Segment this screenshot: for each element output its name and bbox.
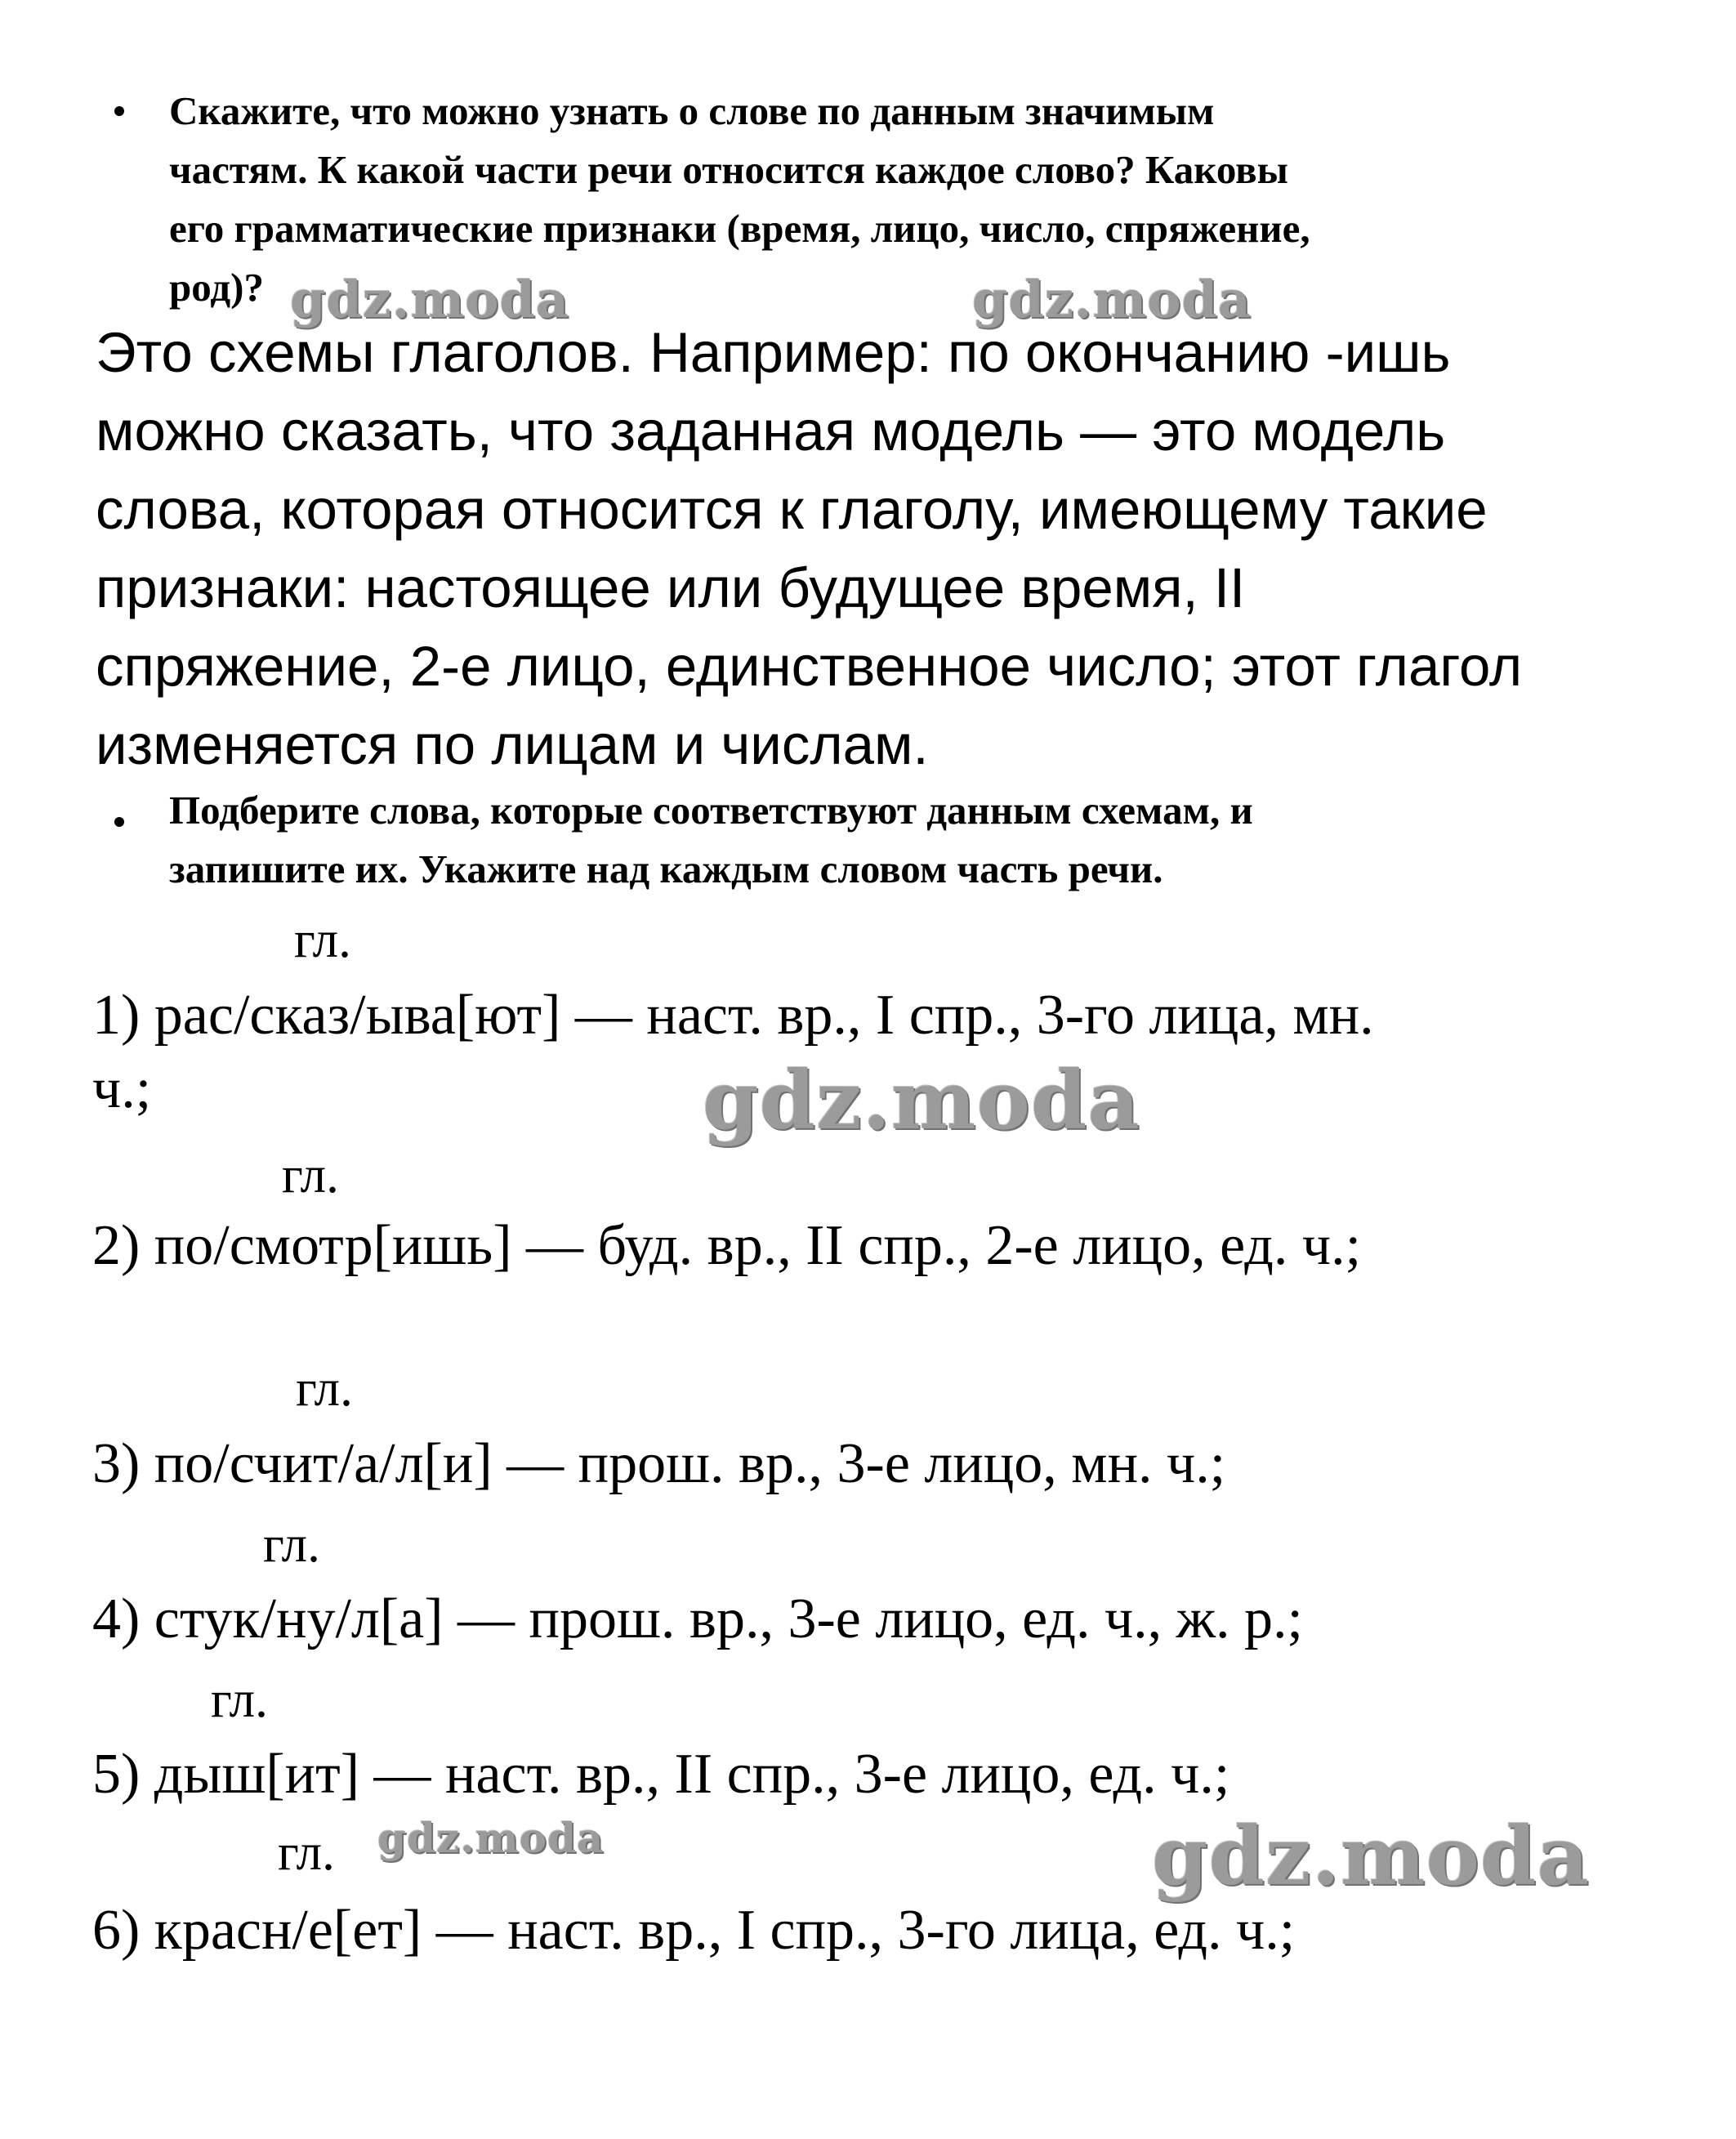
part-of-speech-label: гл. [278, 1824, 335, 1881]
bullet-icon [114, 106, 124, 116]
list-item: 5) дыш[ит] — наст. вр., II спр., 3-е лицо, ед. ч.; [92, 1743, 1230, 1806]
question-2: Подберите слова, которые соответствуют данным схемам, и запишите их. Укажите над каждым словом часть речи. [169, 788, 1253, 891]
watermark: gdz.moda [377, 1814, 605, 1862]
part-of-speech-label: гл. [211, 1671, 268, 1728]
answer-1: Это схемы глаголов. Например: по окончанию -ишь можно сказать, что заданная модель — это модель слова, которая относится к глаголу, имеющему такие признаки: настоящее или будущее время, II спряжение, 2-е лицо, единственное число; этот глагол изменяется по лицам и числам. [96, 321, 1523, 776]
part-of-speech-label: гл. [296, 1360, 353, 1417]
question-1: Скажите, что можно узнать о слове по данным значимым частям. К какой части речи относится каждое слово? Каковы его грамматические признаки (время, лицо, число, спряжение, род)? [169, 88, 1310, 310]
watermark: gdz.moda [703, 1054, 1140, 1148]
watermark: gdz.moda [1152, 1810, 1590, 1904]
list-item: 4) стук/ну/л[а] — прош. вр., 3-е лицо, ед. ч., ж. р.; [92, 1588, 1303, 1650]
watermark: gdz.moda [290, 270, 569, 329]
list-item: 6) красн/е[ет] — наст. вр., I спр., 3-го лица, ед. ч.; [92, 1899, 1296, 1962]
list-item: 1) рас/сказ/ыва[ют] — наст. вр., I спр., 3-го лица, мн. ч.; [92, 984, 1374, 1120]
bullet-icon [114, 817, 124, 827]
part-of-speech-label: гл. [294, 911, 351, 968]
part-of-speech-label: гл. [282, 1146, 339, 1203]
watermark: gdz.moda [972, 270, 1252, 329]
list-item: 3) по/счит/а/л[и] — прош. вр., 3-е лицо, мн. ч.; [92, 1432, 1226, 1495]
list-item: 2) по/смотр[ишь] — буд. вр., II спр., 2-е лицо, ед. ч.; [92, 1214, 1362, 1277]
part-of-speech-label: гл. [263, 1516, 320, 1573]
